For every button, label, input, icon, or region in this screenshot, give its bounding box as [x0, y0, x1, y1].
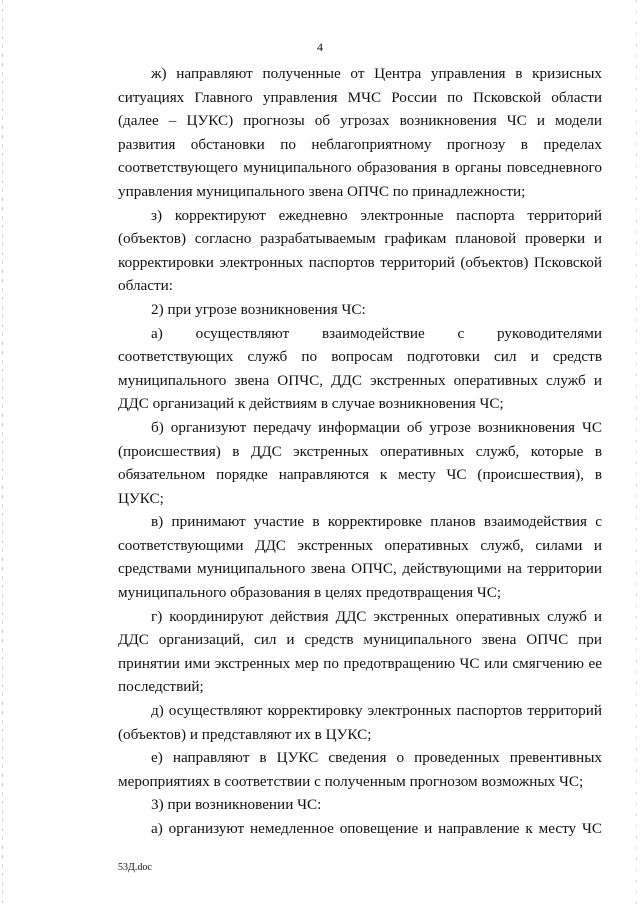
paragraph-v-threat: в) принимают участие в корректировке планов взаимодействия с соответствующими ДДС экстренных оперативных служб, силами и средствами муниципального звена ОПЧС, действующими на территории муниципального образования в целях предотвращения ЧС; — [118, 513, 602, 602]
paragraph-a-occurrence: а) организуют немедленное оповещение и направление к месту ЧС — [151, 820, 602, 837]
paragraph-g-threat: г) координируют действия ДДС экстренных оперативных служб и ДДС организаций, сил и средств муниципального звена ОПЧС при принятии ими экстренных мер по предотвращению ЧС или смягчению ее последствий; — [118, 607, 602, 696]
scan-edge-left — [2, 0, 3, 905]
footer-filename: 53Д.doc — [118, 862, 152, 873]
paragraph-zh: ж) направляют полученные от Центра управления в кризисных ситуациях Главного управления МЧС России по Псковской области (далее – ЦУКС) прогнозы об угрозах возникновения ЧС и модели развития обстановки по неблагоприятному прогнозу в пределах соответствующего муниципального образования в органы повседневного управления муниципального звена ОПЧС по принадлежности; — [118, 65, 602, 200]
scan-edge-right — [636, 0, 637, 905]
document-body — [118, 62, 602, 841]
paragraph-a-threat: а) осуществляют взаимодействие с руководителями соответствующих служб по вопросам подготовки сил и средств муниципального звена ОПЧС, ДДС экстренных оперативных служб и ДДС организаций к действиям в случае возникновения ЧС; — [118, 324, 602, 413]
paragraph-d-threat: д) осуществляют корректировку электронных паспортов территорий (объектов) и представляют их в ЦУКС; — [118, 702, 602, 743]
page-number: 4 — [317, 40, 323, 54]
paragraph-z: з) корректируют ежедневно электронные паспорта территорий (объектов) согласно разрабатываемым графикам плановой проверки и корректировки электронных паспортов территорий (объектов) Псковской области: — [118, 206, 602, 295]
section-heading-occurrence: 3) при возникновении ЧС: — [151, 796, 322, 814]
section-heading-threat: 2) при угрозе возникновения ЧС: — [151, 300, 366, 318]
paragraph-e-threat: е) направляют в ЦУКС сведения о проведенных превентивных мероприятиях в соответствии с полученным прогнозом возможных ЧС; — [118, 749, 602, 790]
paragraph-b-threat: б) организуют передачу информации об угрозе возникновения ЧС (происшествия) в ДДС экстренных оперативных служб, которые в обязательном порядке направляются к месту ЧС (происшествия), в ЦУКС; — [118, 418, 602, 507]
